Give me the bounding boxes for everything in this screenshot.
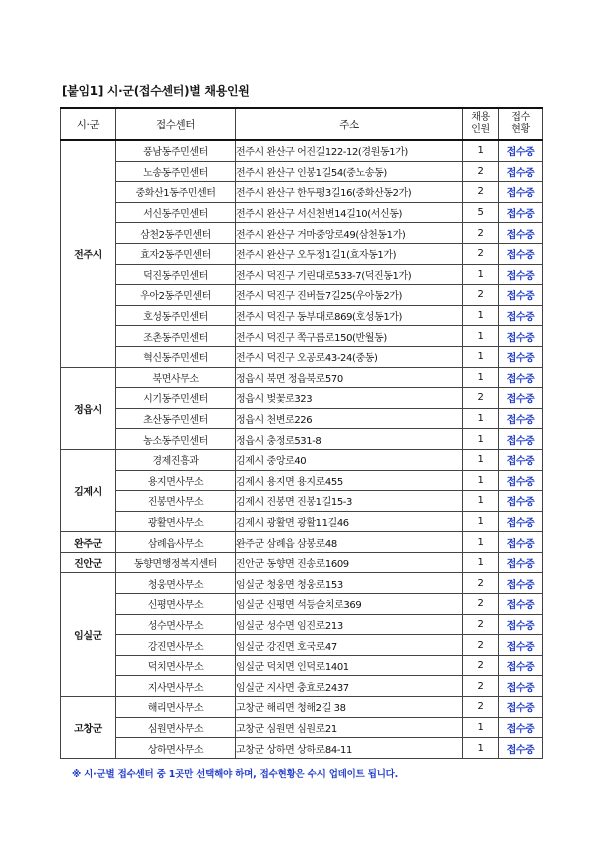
center-name-cell: 용지면사무소 <box>116 470 236 491</box>
table-row <box>61 140 543 161</box>
status-cell: 접수중 <box>499 243 543 264</box>
address-cell: 전주시 완산구 거마중앙로49(삼천동1가) <box>236 223 463 244</box>
status-cell: 접수중 <box>499 738 543 759</box>
status-cell: 접수중 <box>499 573 543 594</box>
address-cell: 임실군 청웅면 청웅로153 <box>236 573 463 594</box>
count-cell: 1 <box>463 491 499 512</box>
address-cell: 고창군 해리면 청해2길 38 <box>236 697 463 718</box>
city-cell: 정읍시 <box>61 367 116 449</box>
status-cell: 접수중 <box>499 676 543 697</box>
center-name-cell: 우아2동주민센터 <box>116 285 236 306</box>
status-cell: 접수중 <box>499 697 543 718</box>
address-cell: 고창군 상하면 상하로84-11 <box>236 738 463 759</box>
page-title: [붙임1] 시·군(접수센터)별 채용인원 <box>62 84 250 98</box>
status-cell: 접수중 <box>499 532 543 553</box>
recruitment-table <box>60 107 543 759</box>
header-count: 채용 인원 <box>463 108 499 140</box>
center-name-cell: 서신동주민센터 <box>116 202 236 223</box>
status-cell: 접수중 <box>499 552 543 573</box>
count-cell: 2 <box>463 614 499 635</box>
center-name-cell: 동향면행정복지센터 <box>116 552 236 573</box>
status-cell: 접수중 <box>499 655 543 676</box>
count-cell: 2 <box>463 676 499 697</box>
count-cell: 2 <box>463 161 499 182</box>
status-cell: 접수중 <box>499 511 543 532</box>
status-cell: 접수중 <box>499 346 543 367</box>
status-cell: 접수중 <box>499 285 543 306</box>
table-row <box>61 635 543 656</box>
address-cell: 전주시 덕진구 진버들7길25(우아동2가) <box>236 285 463 306</box>
status-cell: 접수중 <box>499 264 543 285</box>
status-cell: 접수중 <box>499 223 543 244</box>
count-cell: 2 <box>463 573 499 594</box>
center-name-cell: 풍남동주민센터 <box>116 140 236 161</box>
center-name-cell: 청웅면사무소 <box>116 573 236 594</box>
count-cell: 2 <box>463 697 499 718</box>
status-cell: 접수중 <box>499 408 543 429</box>
header-city: 시·군 <box>61 108 116 140</box>
table-row <box>61 367 543 388</box>
footnote: ※ 시·군별 접수센터 중 1곳만 선택해야 하며, 접수현황은 수시 업데이트 됩니다. <box>72 769 399 780</box>
status-cell: 접수중 <box>499 449 543 470</box>
center-name-cell: 혁신동주민센터 <box>116 346 236 367</box>
center-name-cell: 효자2동주민센터 <box>116 243 236 264</box>
center-name-cell: 중화산1동주민센터 <box>116 182 236 203</box>
table-row <box>61 738 543 759</box>
address-cell: 임실군 덕치면 인덕로1401 <box>236 655 463 676</box>
center-name-cell: 삼례읍사무소 <box>116 532 236 553</box>
status-cell: 접수중 <box>499 429 543 450</box>
address-cell: 전주시 덕진구 기린대로533-7(덕진동1가) <box>236 264 463 285</box>
city-cell: 임실군 <box>61 573 116 697</box>
table-row <box>61 511 543 532</box>
address-cell: 임실군 지사면 충효로2437 <box>236 676 463 697</box>
table-row <box>61 326 543 347</box>
table-row <box>61 655 543 676</box>
table-row <box>61 264 543 285</box>
address-cell: 김제시 진봉면 진봉1길15-3 <box>236 491 463 512</box>
table-row <box>61 717 543 738</box>
table-row <box>61 243 543 264</box>
address-cell: 완주군 삼례읍 삼봉로48 <box>236 532 463 553</box>
center-name-cell: 초산동주민센터 <box>116 408 236 429</box>
center-name-cell: 호성동주민센터 <box>116 305 236 326</box>
address-cell: 전주시 덕진구 쪽구름로150(반월동) <box>236 326 463 347</box>
status-cell: 접수중 <box>499 388 543 409</box>
status-cell: 접수중 <box>499 326 543 347</box>
count-cell: 1 <box>463 408 499 429</box>
table-row <box>61 202 543 223</box>
count-cell: 1 <box>463 367 499 388</box>
address-cell: 전주시 덕진구 동부대로869(호성동1가) <box>236 305 463 326</box>
count-cell: 2 <box>463 635 499 656</box>
address-cell: 임실군 성수면 임진로213 <box>236 614 463 635</box>
center-name-cell: 강진면사무소 <box>116 635 236 656</box>
table-row <box>61 676 543 697</box>
center-name-cell: 해리면사무소 <box>116 697 236 718</box>
table-row <box>61 552 543 573</box>
address-cell: 정읍시 천변로226 <box>236 408 463 429</box>
address-cell: 정읍시 벚꽃로323 <box>236 388 463 409</box>
count-cell: 1 <box>463 738 499 759</box>
address-cell: 전주시 완산구 서신천변14길10(서신동) <box>236 202 463 223</box>
table-row <box>61 161 543 182</box>
status-cell: 접수중 <box>499 470 543 491</box>
address-cell: 김제시 중앙로40 <box>236 449 463 470</box>
center-name-cell: 진봉면사무소 <box>116 491 236 512</box>
center-name-cell: 농소동주민센터 <box>116 429 236 450</box>
address-cell: 전주시 완산구 어진길122-12(경원동1가) <box>236 140 463 161</box>
center-name-cell: 덕치면사무소 <box>116 655 236 676</box>
table-row <box>61 346 543 367</box>
count-cell: 1 <box>463 717 499 738</box>
table-row <box>61 182 543 203</box>
status-cell: 접수중 <box>499 717 543 738</box>
table-row <box>61 285 543 306</box>
status-cell: 접수중 <box>499 202 543 223</box>
table-row <box>61 573 543 594</box>
status-cell: 접수중 <box>499 182 543 203</box>
count-cell: 1 <box>463 511 499 532</box>
count-cell: 1 <box>463 305 499 326</box>
header-status: 접수 현황 <box>499 108 543 140</box>
table-row <box>61 491 543 512</box>
center-name-cell: 덕진동주민센터 <box>116 264 236 285</box>
count-cell: 1 <box>463 140 499 161</box>
count-cell: 2 <box>463 388 499 409</box>
table-row <box>61 429 543 450</box>
center-name-cell: 경제진흥과 <box>116 449 236 470</box>
city-cell: 완주군 <box>61 532 116 553</box>
status-cell: 접수중 <box>499 140 543 161</box>
count-cell: 2 <box>463 594 499 615</box>
city-cell: 전주시 <box>61 140 116 367</box>
count-cell: 2 <box>463 223 499 244</box>
header-address: 주소 <box>236 108 463 140</box>
status-cell: 접수중 <box>499 594 543 615</box>
address-cell: 임실군 강진면 호국로47 <box>236 635 463 656</box>
status-cell: 접수중 <box>499 614 543 635</box>
address-cell: 임실군 신평면 석등슬치로369 <box>236 594 463 615</box>
center-name-cell: 신평면사무소 <box>116 594 236 615</box>
status-cell: 접수중 <box>499 367 543 388</box>
table-row <box>61 532 543 553</box>
table-row <box>61 388 543 409</box>
center-name-cell: 노송동주민센터 <box>116 161 236 182</box>
table-row <box>61 697 543 718</box>
center-name-cell: 조촌동주민센터 <box>116 326 236 347</box>
count-cell: 1 <box>463 326 499 347</box>
center-name-cell: 북면사무소 <box>116 367 236 388</box>
address-cell: 고창군 심원면 심원로21 <box>236 717 463 738</box>
address-cell: 진안군 동향면 진송로1609 <box>236 552 463 573</box>
table-row <box>61 408 543 429</box>
count-cell: 2 <box>463 182 499 203</box>
status-cell: 접수중 <box>499 635 543 656</box>
city-cell: 김제시 <box>61 449 116 531</box>
count-cell: 1 <box>463 552 499 573</box>
table-row <box>61 223 543 244</box>
center-name-cell: 성수면사무소 <box>116 614 236 635</box>
center-name-cell: 삼천2동주민센터 <box>116 223 236 244</box>
center-name-cell: 지사면사무소 <box>116 676 236 697</box>
center-name-cell: 상하면사무소 <box>116 738 236 759</box>
status-cell: 접수중 <box>499 161 543 182</box>
count-cell: 1 <box>463 264 499 285</box>
count-cell: 1 <box>463 532 499 553</box>
table-body <box>61 140 543 758</box>
count-cell: 1 <box>463 449 499 470</box>
table-header-row <box>61 108 543 140</box>
address-cell: 전주시 덕진구 오공로43-24(중동) <box>236 346 463 367</box>
address-cell: 전주시 완산구 오두정1길1(효자동1가) <box>236 243 463 264</box>
city-cell: 진안군 <box>61 552 116 573</box>
count-cell: 1 <box>463 470 499 491</box>
count-cell: 2 <box>463 655 499 676</box>
count-cell: 5 <box>463 202 499 223</box>
status-cell: 접수중 <box>499 305 543 326</box>
count-cell: 1 <box>463 346 499 367</box>
table-row <box>61 305 543 326</box>
address-cell: 정읍시 북면 정읍북로570 <box>236 367 463 388</box>
status-cell: 접수중 <box>499 491 543 512</box>
center-name-cell: 심원면사무소 <box>116 717 236 738</box>
table-row <box>61 594 543 615</box>
address-cell: 전주시 완산구 인봉1길54(중노송동) <box>236 161 463 182</box>
table-row <box>61 470 543 491</box>
center-name-cell: 시기동주민센터 <box>116 388 236 409</box>
count-cell: 1 <box>463 429 499 450</box>
table-row <box>61 614 543 635</box>
center-name-cell: 광활면사무소 <box>116 511 236 532</box>
address-cell: 김제시 용지면 용지로455 <box>236 470 463 491</box>
address-cell: 전주시 완산구 한두평3길16(중화산동2가) <box>236 182 463 203</box>
header-center: 접수센터 <box>116 108 236 140</box>
city-cell: 고창군 <box>61 697 116 759</box>
table-row <box>61 449 543 470</box>
count-cell: 2 <box>463 285 499 306</box>
count-cell: 2 <box>463 243 499 264</box>
address-cell: 김제시 광활면 광활11길46 <box>236 511 463 532</box>
address-cell: 정읍시 충정로531-8 <box>236 429 463 450</box>
